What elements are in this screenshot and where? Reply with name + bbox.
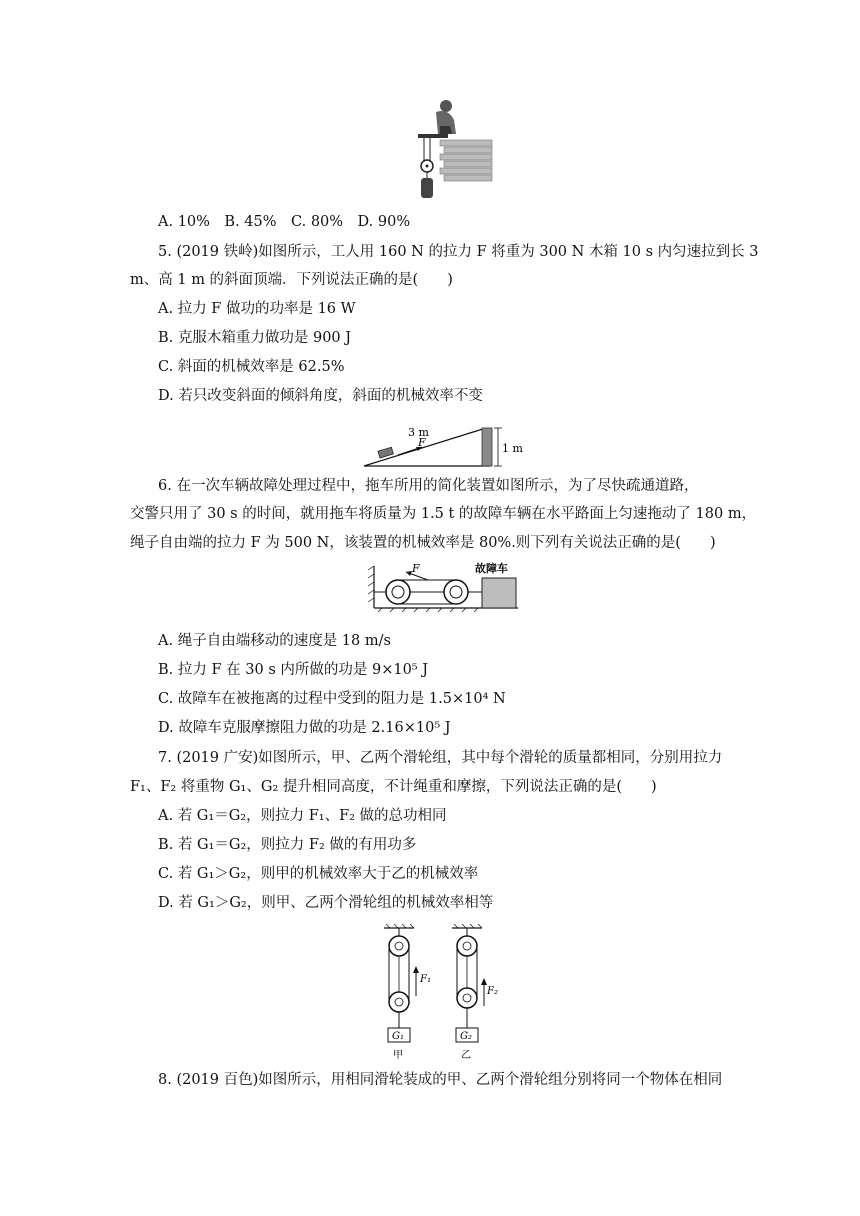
q5-incline-figure — [360, 418, 530, 470]
q6-fig-car-label: 故障车 — [475, 562, 508, 575]
q5-fig-force-label: F — [418, 436, 426, 449]
q7-option-c: C. 若 G₁＞G₂，则甲的机械效率大于乙的机械效率 — [158, 866, 479, 882]
q7-option-d: D. 若 G₁＞G₂，则甲、乙两个滑轮组的机械效率相等 — [158, 895, 494, 911]
q5-option-d: D. 若只改变斜面的倾斜角度，斜面的机械效率不变 — [158, 388, 483, 404]
q6-fig-force-label: F — [412, 562, 420, 575]
q6-stem-line2: 交警只用了 30 s 的时间，就用拖车将质量为 1.5 t 的故障车辆在水平路面上匀速拖动了 180 m， — [130, 506, 757, 522]
q7-fig-left-weight: G₁ — [392, 1031, 404, 1042]
q5-fig-length-label: 3 m — [408, 426, 429, 439]
q7-option-b: B. 若 G₁＝G₂，则拉力 F₂ 做的有用功多 — [158, 837, 417, 853]
q5-stem-line1: 5. (2019 铁岭)如图所示，工人用 160 N 的拉力 F 将重为 300 N 木箱 10 s 内匀速拉到长 3 — [158, 244, 759, 260]
q7-fig-right-weight: G₂ — [460, 1031, 472, 1042]
q6-option-a: A. 绳子自由端移动的速度是 18 m/s — [158, 633, 391, 649]
q4-worker-pulley-figure — [410, 98, 500, 204]
q8-stem-line1: 8. (2019 百色)如图所示，用相同滑轮装成的甲、乙两个滑轮组分别将同一个物体在相同 — [158, 1072, 723, 1088]
q7-fig-left-label: 甲 — [393, 1050, 403, 1061]
q6-option-c: C. 故障车在被拖离的过程中受到的阻力是 1.5×10⁴ N — [158, 691, 506, 707]
q7-fig-right-label: 乙 — [461, 1050, 471, 1061]
q4-options: A. 10% B. 45% C. 80% D. 90% — [158, 214, 411, 230]
q6-stem-line1: 6. 在一次车辆故障处理过程中，拖车所用的简化装置如图所示，为了尽快疏通道路， — [158, 478, 699, 494]
q6-tow-figure — [368, 560, 528, 616]
q5-option-c: C. 斜面的机械效率是 62.5% — [158, 359, 345, 375]
q7-fig-left-force: F₁ — [420, 974, 431, 985]
q7-option-a: A. 若 G₁＝G₂，则拉力 F₁、F₂ 做的总功相同 — [158, 808, 447, 824]
q6-option-d: D. 故障车克服摩擦阻力做的功是 2.16×10⁵ J — [158, 720, 451, 736]
q5-option-b: B. 克服木箱重力做功是 900 J — [158, 330, 352, 346]
q5-stem-line2: m、高 1 m 的斜面顶端．下列说法正确的是( ) — [130, 272, 453, 288]
q7-stem-line2: F₁、F₂ 将重物 G₁、G₂ 提升相同高度，不计绳重和摩擦，下列说法正确的是( ) — [130, 779, 657, 795]
q7-fig-right-force: F₂ — [487, 986, 498, 997]
q6-option-b: B. 拉力 F 在 30 s 内所做的功是 9×10⁵ J — [158, 662, 429, 678]
q5-option-a: A. 拉力 F 做功的功率是 16 W — [158, 301, 356, 317]
q6-stem-line3: 绳子自由端的拉力 F 为 500 N，该装置的机械效率是 80%.则下列有关说法正确的是( ) — [130, 535, 716, 551]
q5-fig-height-label: 1 m — [502, 442, 523, 455]
q7-pulley-systems-figure — [374, 924, 514, 1064]
q7-stem-line1: 7. (2019 广安)如图所示，甲、乙两个滑轮组，其中每个滑轮的质量都相同，分别用拉力 — [158, 750, 723, 766]
